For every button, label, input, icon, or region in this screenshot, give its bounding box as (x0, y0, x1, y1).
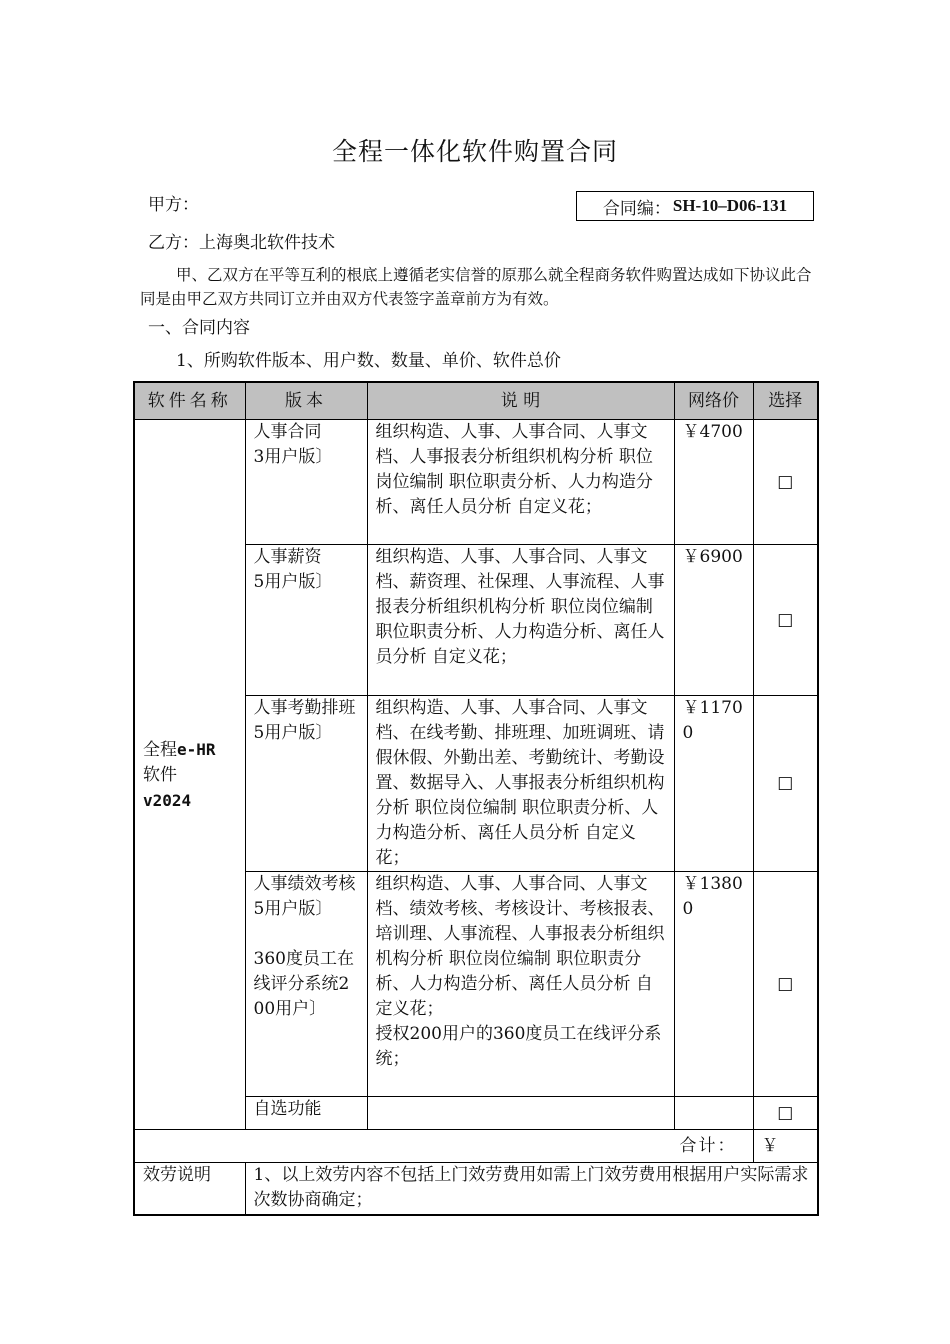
description-cell (367, 1097, 674, 1130)
header-version: 版本 (245, 382, 367, 420)
description-text: 组织构造、人事、人事合同、人事文档、绩效考核、考核设计、考核报表、培训理、人事流程、人事报表分析组织机构分析 职位岗位编制 职位职责分析、人力构造分析、离任人员分析 自定义花； (375, 874, 665, 1019)
version-users: 3用户版〕 (253, 447, 333, 467)
service-label: 效劳说明 (134, 1163, 245, 1215)
price-cell: ￥4700 (674, 420, 753, 545)
description-cell: 组织构造、人事、人事合同、人事文档、在线考勤、排班理、加班调班、请假休假、外勤出差、考勤统计、考勤设置、数据导入、人事报表分析组织机构分析 职位岗位编制 职位职责分析、人力构造分析、离任人员分析 自定义花； (367, 696, 674, 872)
select-checkbox[interactable]: □ (753, 872, 818, 1097)
price-cell (674, 1097, 753, 1130)
version-name: 人事绩效考核 (253, 874, 356, 894)
header-price: 网络价 (674, 382, 753, 420)
select-checkbox[interactable]: □ (753, 420, 818, 545)
table-row (134, 420, 818, 545)
description-cell: 组织构造、人事、人事合同、人事文档、薪资理、社保理、人事流程、人事报表分析组织机构分析 职位岗位编制 职位职责分析、人力构造分析、离任人员分析 自定义花； (367, 545, 674, 696)
version-users: 5用户版〕 (253, 899, 333, 919)
version-name: 人事薪资 (253, 547, 322, 567)
version-cell (245, 545, 367, 696)
total-value: ￥ (753, 1130, 818, 1163)
header-select: 选择 (753, 382, 818, 420)
version-cell (245, 872, 367, 1097)
contract-number-label: 合同编： (602, 198, 671, 219)
select-checkbox[interactable]: □ (753, 696, 818, 872)
version-cell (245, 420, 367, 545)
description-cell: 组织构造、人事、人事合同、人事文档、人事报表分析组织机构分析 职位岗位编制 职位职责分析、人力构造分析、离任人员分析 自定义花； (367, 420, 674, 545)
description-cell (367, 872, 674, 1097)
version-name: 人事考勤排班 (253, 698, 356, 718)
party-a-label: 甲方： (148, 195, 199, 215)
service-text: 1、以上效劳内容不包括上门效劳费用如需上门效劳费用根据用户实际需求次数协商确定； (245, 1163, 818, 1215)
header-software-name: 软件名称 (134, 382, 245, 420)
table-header-row (134, 382, 818, 420)
product-name-cell (134, 420, 245, 1130)
party-b-label: 乙方：上海奥北软件技术 (148, 233, 335, 253)
total-row (134, 1130, 818, 1163)
version-cell (245, 696, 367, 872)
price-cell: ￥6900 (674, 545, 753, 696)
version-users: 5用户版〕 (253, 572, 333, 592)
select-checkbox[interactable]: □ (753, 545, 818, 696)
total-label: 合计： (134, 1130, 753, 1163)
product-name-a: 全程 (143, 739, 177, 760)
version-users: 5用户版〕 (253, 723, 333, 743)
section-heading: 一、合同内容 (148, 318, 250, 338)
description-addon: 授权200用户的360度员工在线评分系统； (375, 1024, 662, 1069)
price-cell: ￥11700 (674, 696, 753, 872)
page-title: 全程一体化软件购置合同 (331, 137, 618, 166)
price-cell: ￥13800 (674, 872, 753, 1097)
subsection-heading: 1、所购软件版本、用户数、数量、单价、软件总价 (176, 351, 561, 371)
select-checkbox[interactable]: □ (753, 1097, 818, 1130)
header-description: 说 明 (367, 382, 674, 420)
product-name-line2: 软件 (143, 764, 177, 785)
version-addon: 360度员工在线评分系统200用户〕 (253, 949, 354, 1019)
version-cell: 自选功能 (245, 1097, 367, 1130)
contract-number: SH-10–D06-131 (672, 196, 788, 215)
service-row (134, 1163, 818, 1215)
product-version: v2024 (143, 790, 192, 810)
contract-number-box (576, 191, 814, 221)
intro-paragraph: 甲、乙双方在平等互利的根底上遵循老实信誉的原那么就全程商务软件购置达成如下协议此合同是由甲乙双方共同订立并由双方代表签字盖章前方为有效。 (140, 266, 812, 308)
version-name: 人事合同 (253, 422, 322, 442)
software-table (133, 381, 819, 1216)
product-name-b: e-HR (177, 739, 216, 759)
